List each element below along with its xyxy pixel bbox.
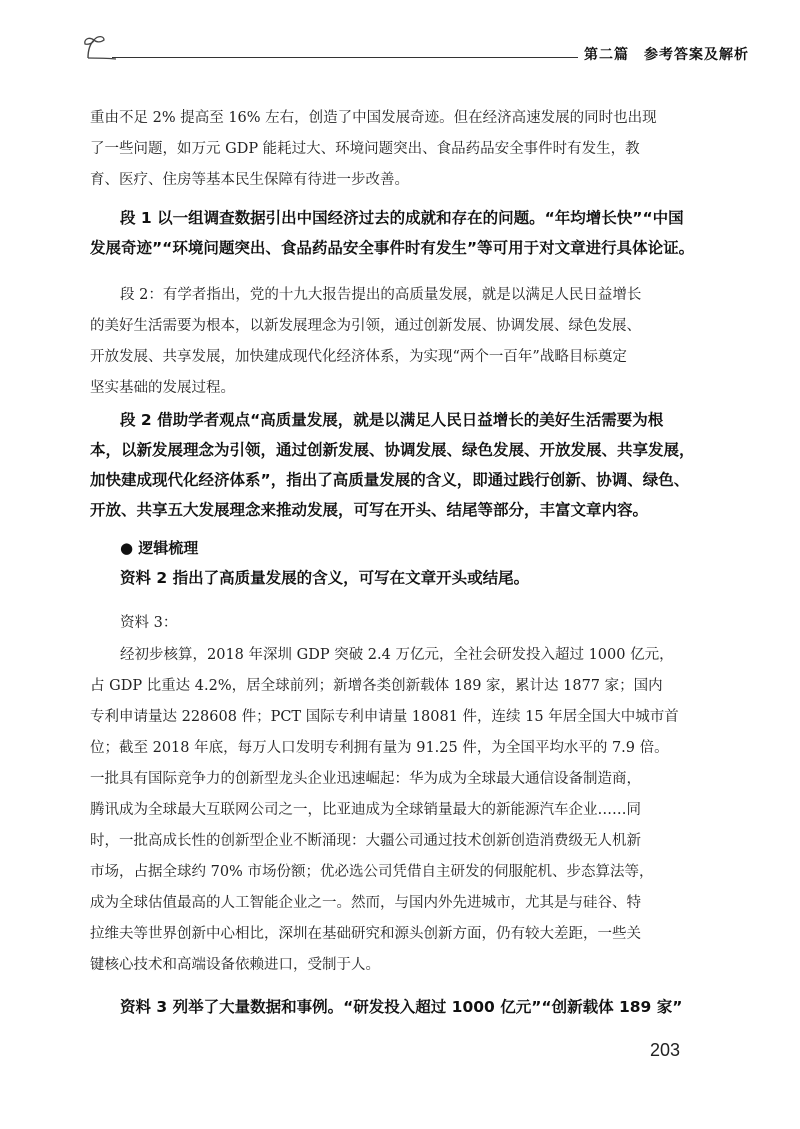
header-rule (112, 57, 578, 58)
paragraph-7 (90, 640, 702, 981)
text-line: 资料 2 指出了高质量发展的含义，可写在文章开头或结尾。 (120, 569, 530, 587)
text-line: 重由不足 2% 提高至 16% 左右，创造了中国发展奇迹。但在经济高速发展的同时也出现 (90, 110, 657, 126)
paragraph-5 (90, 533, 702, 593)
text-line: 市场，占据全球约 70% 市场份额；优必选公司凭借自主研发的伺服舵机、步态算法等， (90, 864, 654, 880)
text-line: 资料 3 列举了大量数据和事例。“研发投入超过 1000 亿元”“创新载体 189 家” (120, 998, 683, 1016)
paragraph-4 (90, 405, 702, 525)
text-line: 了一些问题，如万元 GDP 能耗过大、环境问题突出、食品药品安全事件时有发生，教 (90, 141, 640, 157)
text-line: 一批具有国际竞争力的创新型龙头企业迅速崛起：华为成为全球最大通信设备制造商， (90, 771, 641, 787)
paragraph-8 (90, 992, 702, 1022)
text-line: 拉维夫等世界创新中心相比，深圳在基础研究和源头创新方面，仍有较大差距，一些关 (90, 926, 641, 942)
paragraph-3 (90, 280, 702, 404)
text-line: 经初步核算，2018 年深圳 GDP 突破 2.4 万亿元，全社会研发投入超过 1000 亿元， (120, 647, 674, 663)
text-line: 时，一批高成长性的创新型企业不断涌现：大疆公司通过技术创新创造消费级无人机新 (90, 833, 641, 849)
section-title: 第二篇 参考答案及解析 (584, 47, 749, 63)
text-line: 开放、共享五大发展理念来推动发展，可写在开头、结尾等部分，丰富文章内容。 (90, 501, 649, 519)
text-line: 发展奇迹”“环境问题突出、食品药品安全事件时有发生”等可用于对文章进行具体论证。 (90, 239, 695, 257)
text-line: 键核心技术和高端设备依赖进口，受制于人。 (90, 957, 380, 973)
page-number: 203 (650, 1040, 681, 1060)
text-line: 段 1 以一组调查数据引出中国经济过去的成就和存在的问题。“年均增长快”“中国 (120, 209, 684, 227)
text-line: 成为全球估值最高的人工智能企业之一。然而，与国内外先进城市，尤其是与硅谷、特 (90, 895, 641, 911)
text-line: 位；截至 2018 年底，每万人口发明专利拥有量为 91.25 件，为全国平均水平的 7.9 倍。 (90, 740, 669, 756)
material-label: 资料 3： (120, 615, 178, 631)
running-header (82, 26, 749, 66)
text-line: 本，以新发展理念为引领，通过创新发展、协调发展、绿色发展、开放发展、共享发展， (90, 441, 695, 459)
text-line: 段 2 借助学者观点“高质量发展，就是以满足人民日益增长的美好生活需要为根 (120, 411, 664, 429)
paragraph-1 (90, 103, 702, 196)
text-line: 的美好生活需要为根本，以新发展理念为引领，通过创新发展、协调发展、绿色发展、 (90, 318, 641, 334)
text-line: 开放发展、共享发展，加快建成现代化经济体系，为实现“两个一百年”战略目标奠定 (90, 349, 627, 365)
logic-heading: ● 逻辑梳理 (120, 539, 199, 557)
text-line: 占 GDP 比重达 4.2%，居全球前列；新增各类创新载体 189 家，累计达 1877 家；国内 (90, 678, 663, 694)
text-line: 腾讯成为全球最大互联网公司之一，比亚迪成为全球销量最大的新能源汽车企业……同 (90, 802, 641, 818)
paragraph-6 (90, 608, 702, 639)
text-line: 加快建成现代化经济体系”，指出了高质量发展的含义，即通过践行创新、协调、绿色、 (90, 471, 690, 489)
text-line: 坚实基础的发展过程。 (90, 380, 235, 396)
text-line: 育、医疗、住房等基本民生保障有待进一步改善。 (90, 172, 409, 188)
sprout-icon (82, 34, 116, 60)
text-line: 段 2：有学者指出，党的十九大报告提出的高质量发展，就是以满足人民日益增长 (120, 287, 642, 303)
paragraph-2 (90, 203, 702, 263)
text-line: 专利申请量达 228608 件；PCT 国际专利申请量 18081 件，连续 15 年居全国大中城市首 (90, 709, 679, 725)
